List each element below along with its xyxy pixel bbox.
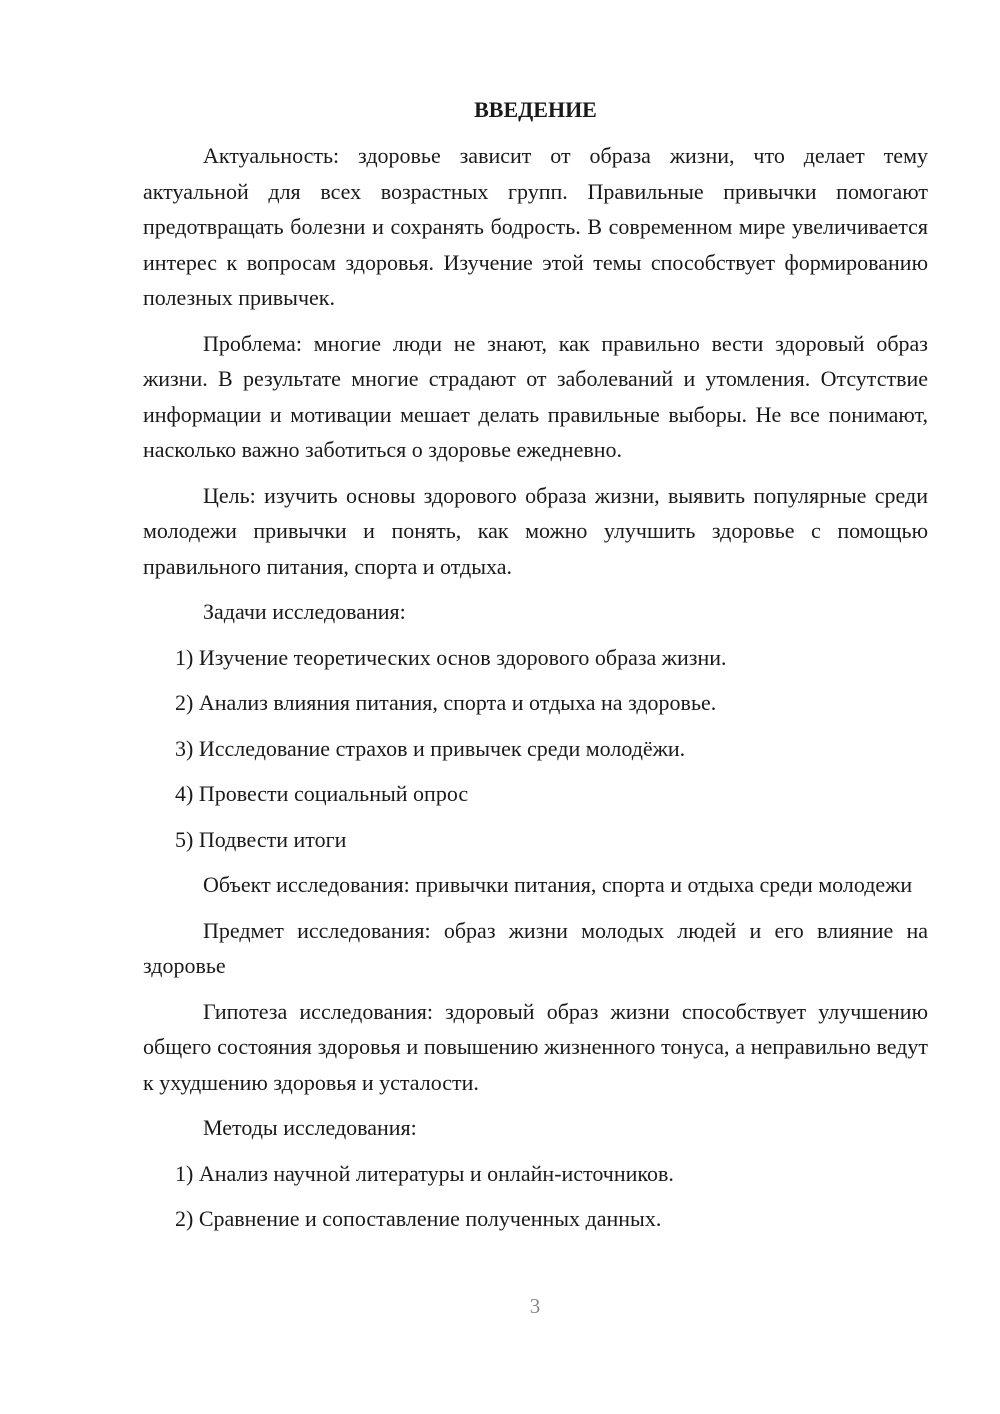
page-number: 3	[529, 1294, 541, 1318]
list-item: 2) Сравнение и сопоставление полученных данных.	[175, 1206, 662, 1231]
list-item: 5) Подвести итоги	[175, 826, 347, 852]
list-item: 2) Анализ влияния питания, спорта и отдыха на здоровье.	[175, 690, 717, 715]
list-item: 1) Анализ научной литературы и онлайн-источников.	[175, 1160, 674, 1186]
section-title: ВВЕДЕНИЕ	[474, 97, 597, 122]
problem-paragraph: Проблема: многие люди не знают, как правильно вести здоровый образ жизни. В результате многие страдают от заболеваний и утомления. Отсутствие информации и мотивации мешает делать правильные выборы. Не все понимают, насколько важно заботиться о здоровье ежедневно.	[143, 330, 928, 462]
tasks-heading: Задачи исследования:	[203, 599, 406, 624]
subject-paragraph: Предмет исследования: образ жизни молодых людей и его влияние на здоровье	[143, 917, 928, 978]
goal-paragraph: Цель: изучить основы здорового образа жизни, выявить популярные среди молодежи привычки и понять, как можно улучшить здоровье с помощью правильного питания, спорта и отдыха.	[143, 482, 928, 579]
list-item: 3) Исследование страхов и привычек среди молодёжи.	[175, 735, 686, 761]
document-page	[143, 92, 928, 1247]
list-item: 1) Изучение теоретических основ здорового образа жизни.	[175, 644, 727, 670]
tasks-list	[143, 640, 928, 858]
object-paragraph: Объект исследования: привычки питания, спорта и отдыха среди молодежи	[203, 872, 913, 897]
methods-list	[143, 1156, 928, 1237]
hypothesis-paragraph: Гипотеза исследования: здоровый образ жизни способствует улучшению общего состояния здоровья и повышению жизненного тонуса, а неправильно ведут к ухудшению здоровья и усталости.	[143, 998, 928, 1095]
methods-heading: Методы исследования:	[203, 1115, 417, 1140]
relevance-paragraph: Актуальность: здоровье зависит от образа жизни, что делает тему актуальной для всех возрастных групп. Правильные привычки помогают предотвращать болезни и сохранять бодрость. В современном мире увеличивается интерес к вопросам здоровья. Изучение этой темы способствует формированию полезных привычек.	[143, 143, 928, 310]
list-item: 4) Провести социальный опрос	[175, 781, 469, 806]
